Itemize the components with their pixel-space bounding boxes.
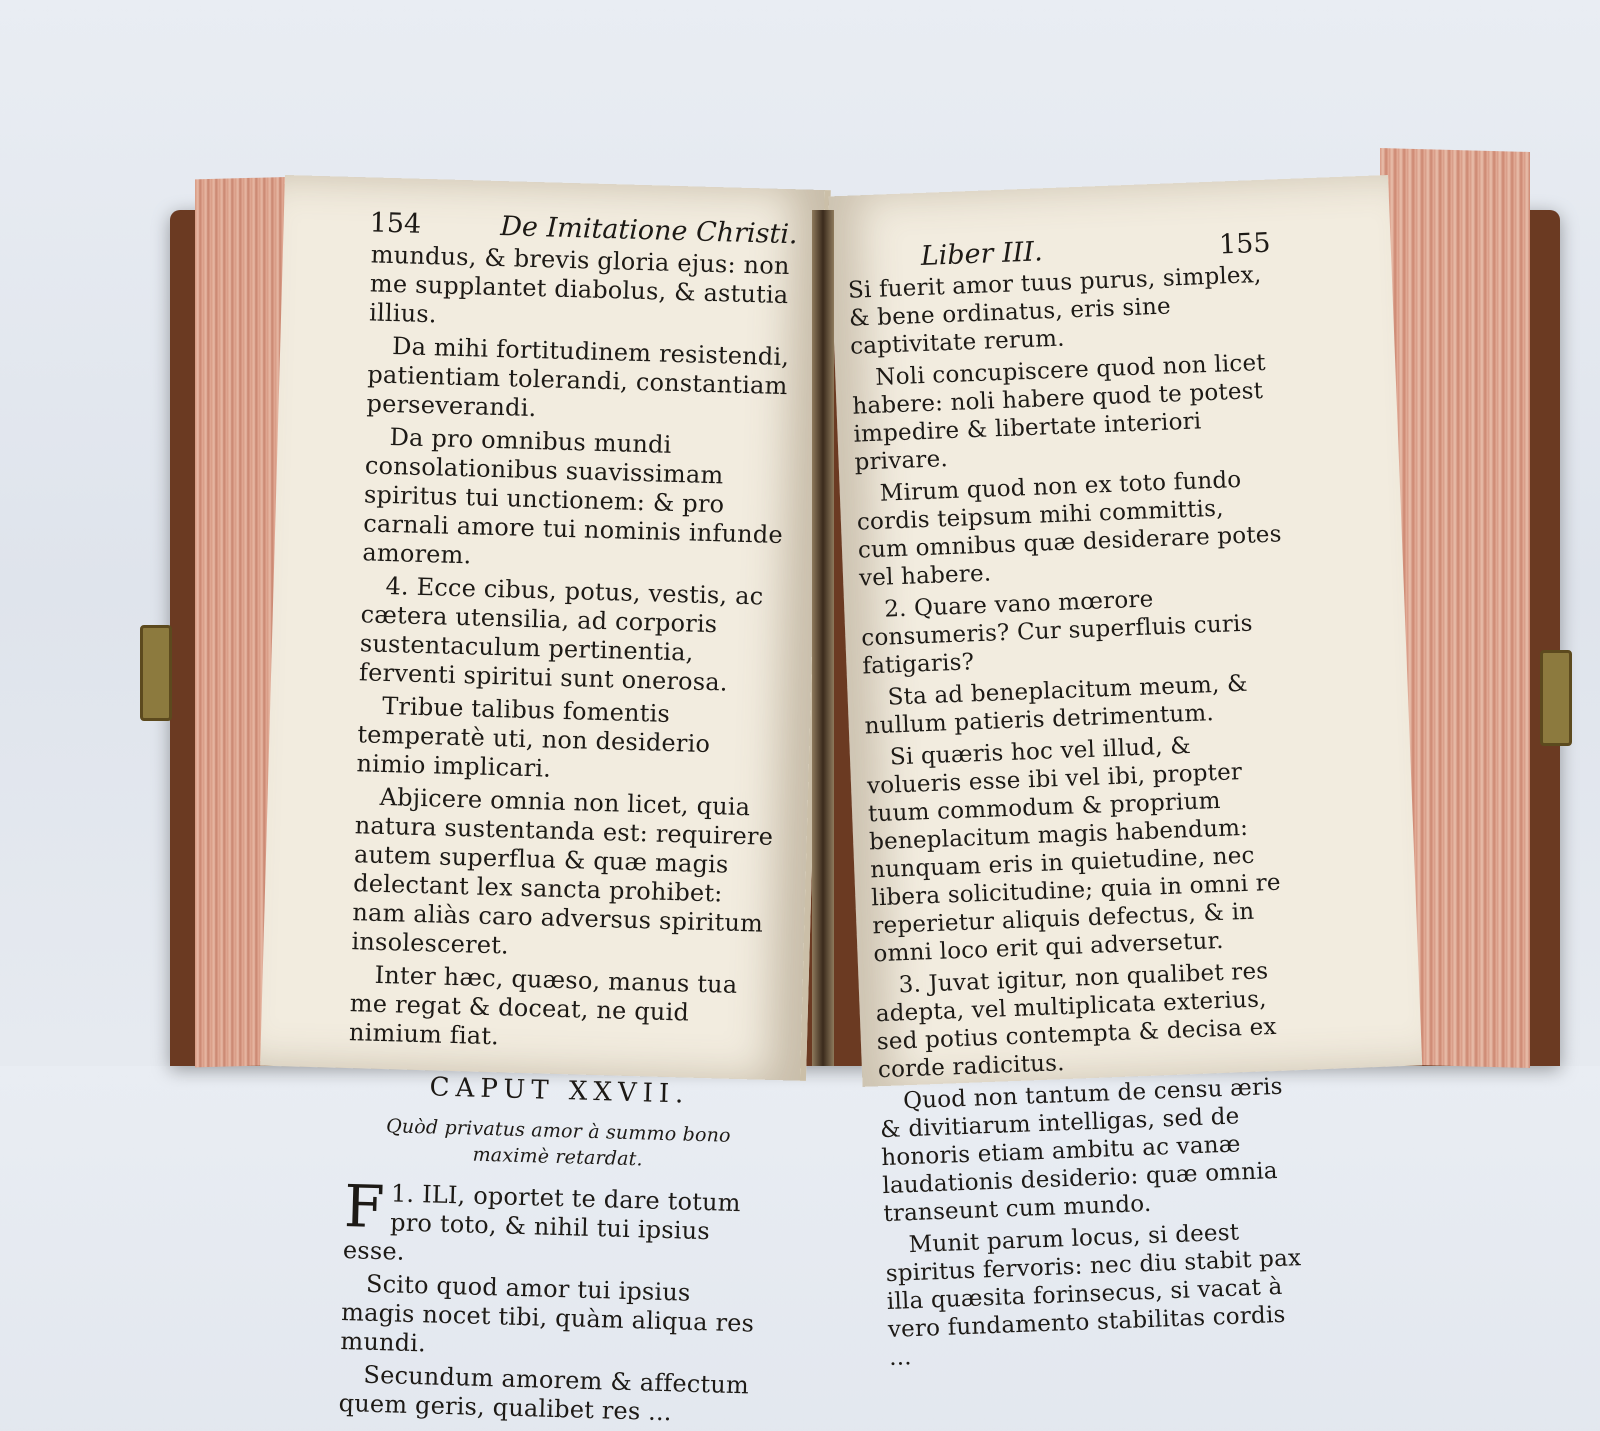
paragraph: Noli concupiscere quod non licet habere: noli habere quod te potest impedire & libertate interiori privare. [852,349,1267,476]
chapter-heading: CAPUT XXVII. [429,1072,690,1110]
paragraph: Abjicere omnia non licet, quia natura sustentanda est: requirere autem superflua & quæ magis delectant lex sancta prohibet: nam aliàs caro adversus spiritum insolesceret. [351,782,774,960]
chapter-subtitle: Quòd privatus amor à summo bono maximè retardat. [385,1115,732,1171]
drop-cap: F [343,1172,386,1242]
paragraph: Inter hæc, quæso, manus tua me regat & doceat, ne quid nimium fiat. [348,960,738,1051]
paragraph: Scito quod amor tui ipsius magis nocet tibi, quàm aliqua res mundi. [340,1269,755,1358]
paragraph: Mirum quod non ex toto fundo cordis teipsum mihi committis, cum omnibus quæ desiderare potes vel habere. [856,466,1283,592]
paragraph: Quod non tantum de censu æris & divitiarum intelligas, sed de honoris etiam ambitu ac vanæ laudationis desiderio: quæ omnia transeunt cum mundo. [879,1073,1284,1228]
right-folio: 155 [1218,227,1272,261]
right-page-text [831,254,1433,1373]
left-clasp [140,625,172,721]
chapter-paragraph: 1. ILI, oportet te dare totum pro toto, & nihil tui ipsius esse. [342,1179,742,1266]
right-running-head: Liber III. [920,236,1044,272]
left-page-text [250,236,823,1431]
paragraph: Munit parum locus, si deest spiritus fervoris: nec diu stabit pax illa quæsita forinsecus, si vacat à vero fundamento stabilitas cordis ... [885,1219,1302,1372]
paragraph: 4. Ecce cibus, potus, vestis, ac cætera utensilia, ad corporis sustentaculum pertinentia, ferventi spiritui sunt onerosa. [358,571,764,697]
paragraph: Da mihi fortitudinem resistendi, patientiam tolerandi, constantiam perseverandi. [366,332,790,423]
paragraph: 2. Quare vano mœrore consumeris? Cur superfluis curis fatigaris? [860,586,1254,680]
paragraph [342,1172,769,1277]
left-page [260,175,831,1427]
paragraph: Secundum amorem & affectum quem geris, qualibet res ... [338,1360,750,1427]
paragraph: Da pro omnibus mundi consolationibus suavissimam spiritus tui unctionem: & pro carnali amore tui nominis infunde amorem. [362,423,784,570]
right-page [828,175,1422,1372]
paragraph: Tribue talibus fomentis temperatè uti, non desiderio nimio implicari. [356,691,711,783]
paragraph: mundus, & brevis gloria ejus: non me supplantet diabolus, & astutia illius. [368,240,790,329]
paragraph: Si fuerit amor tuus purus, simplex, & bene ordinatus, eris sine captivitate rerum. [847,261,1262,360]
left-folio: 154 [369,207,422,240]
book-gutter [812,210,834,1066]
left-running-head: De Imitatione Christi. [499,211,798,251]
paragraph: 3. Juvat igitur, non qualibet res adepta, vel multiplicata exterius, sed potius contempta & decisa ex corde radicitus. [875,958,1278,1084]
paragraph: Sta ad beneplacitum meum, & nullum patieris detrimentum. [864,670,1249,740]
paragraph: Si quæris hoc vel illud, & volueris esse ibi vel ibi, propter tuum commodum & proprium beneplacitum magis habendum: nunquam eris in quietudine, nec libera solicitudine; quia in omni re reperietur aliquis defectus, & in omni loco erit qui adversetur. [866,732,1282,968]
right-clasp [1540,650,1572,746]
